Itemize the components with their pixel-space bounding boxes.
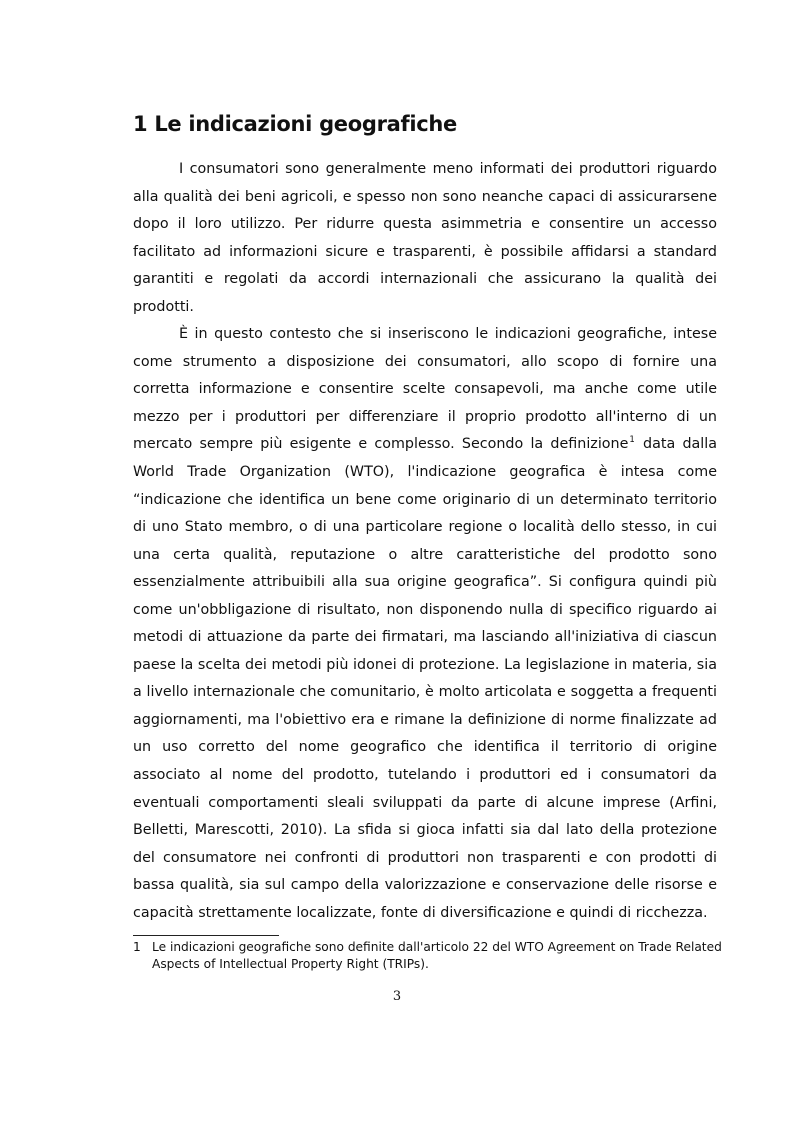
text-line: un uso corretto del nome geografico che identifica il territorio di origine [133, 739, 717, 756]
text-line: paese la scelta dei metodi più idonei di protezione. La legislazione in materia, sia [133, 656, 717, 673]
footnote-number: 1 [133, 940, 141, 954]
footnote-separator [133, 935, 279, 936]
text-line: come strumento a disposizione dei consumatori, allo scopo di fornire una [133, 353, 717, 370]
text-line: Belletti, Marescotti, 2010). La sfida si gioca infatti sia dal lato della protezione [133, 822, 717, 839]
text-line: del consumatore nei confronti di produttori non trasparenti e con prodotti di [133, 849, 717, 866]
text-line: prodotti. [133, 298, 194, 315]
footnote [133, 939, 723, 973]
text-line: È in questo contesto che si inseriscono le indicazioni geografiche, intese [179, 326, 717, 343]
text-line: World Trade Organization (WTO), l'indicazione geografica è intesa come [133, 464, 717, 481]
text-line: metodi di attuazione da parte dei firmatari, ma lasciando all'iniziativa di ciascun [133, 629, 717, 646]
text-line: corretta informazione e consentire scelte consapevoli, ma anche come utile [133, 381, 717, 398]
text-line: dopo il loro utilizzo. Per ridurre questa asimmetria e consentire un accesso [133, 216, 717, 233]
page-number: 3 [392, 989, 402, 1004]
text-line: associato al nome del prodotto, tutelando i produttori ed i consumatori da [133, 767, 717, 784]
text-line-with-footnote-ref [133, 431, 717, 459]
text-line: essenzialmente attribuibili alla sua origine geografica”. Si configura quindi più [133, 574, 717, 591]
text-line: facilitato ad informazioni sicure e trasparenti, è possibile affidarsi a standard [133, 243, 717, 260]
text-line: a livello internazionale che comunitario, è molto articolata e soggetta a frequenti [133, 684, 717, 701]
text-line: una certa qualità, reputazione o altre caratteristiche del prodotto sono [133, 546, 717, 563]
text-line: eventuali comportamenti sleali sviluppati da parte di alcune imprese (Arfini, [133, 794, 717, 811]
footnote-reference: 1 [629, 435, 635, 446]
text-line: aggiornamenti, ma l'obiettivo era e rimane la definizione di norme finalizzate ad [133, 711, 717, 728]
text-line: I consumatori sono generalmente meno informati dei produttori riguardo [179, 161, 717, 177]
text-line: come un'obbligazione di risultato, non disponendo nulla di specifico riguardo ai [133, 601, 717, 618]
footnote-text: Le indicazioni geografiche sono definite dall'articolo 22 del WTO Agreement on Trade Related Aspects of Intellectual Property Right (TRIPs). [152, 940, 722, 971]
text-segment: data dalla [635, 436, 717, 453]
text-line: di uno Stato membro, o di una particolare regione o località dello stesso, in cui [133, 519, 717, 536]
text-line: alla qualità dei beni agricoli, e spesso non sono neanche capaci di assicurarsene [133, 188, 717, 205]
text-segment: mercato sempre più esigente e complesso. Secondo la definizione [133, 436, 629, 453]
text-line: “indicazione che identifica un bene come originario di un determinato territorio [133, 491, 717, 508]
text-line: capacità strettamente localizzate, fonte di diversificazione e quindi di ricchezza. [133, 904, 708, 921]
body-text [133, 156, 717, 927]
text-line: bassa qualità, sia sul campo della valorizzazione e conservazione delle risorse e [133, 877, 717, 894]
text-line: mezzo per i produttori per differenziare il proprio prodotto all'interno di un [133, 408, 717, 425]
section-heading: 1 Le indicazioni geografiche [133, 112, 458, 136]
text-line: garantiti e regolati da accordi internazionali che assicurano la qualità dei [133, 271, 717, 288]
